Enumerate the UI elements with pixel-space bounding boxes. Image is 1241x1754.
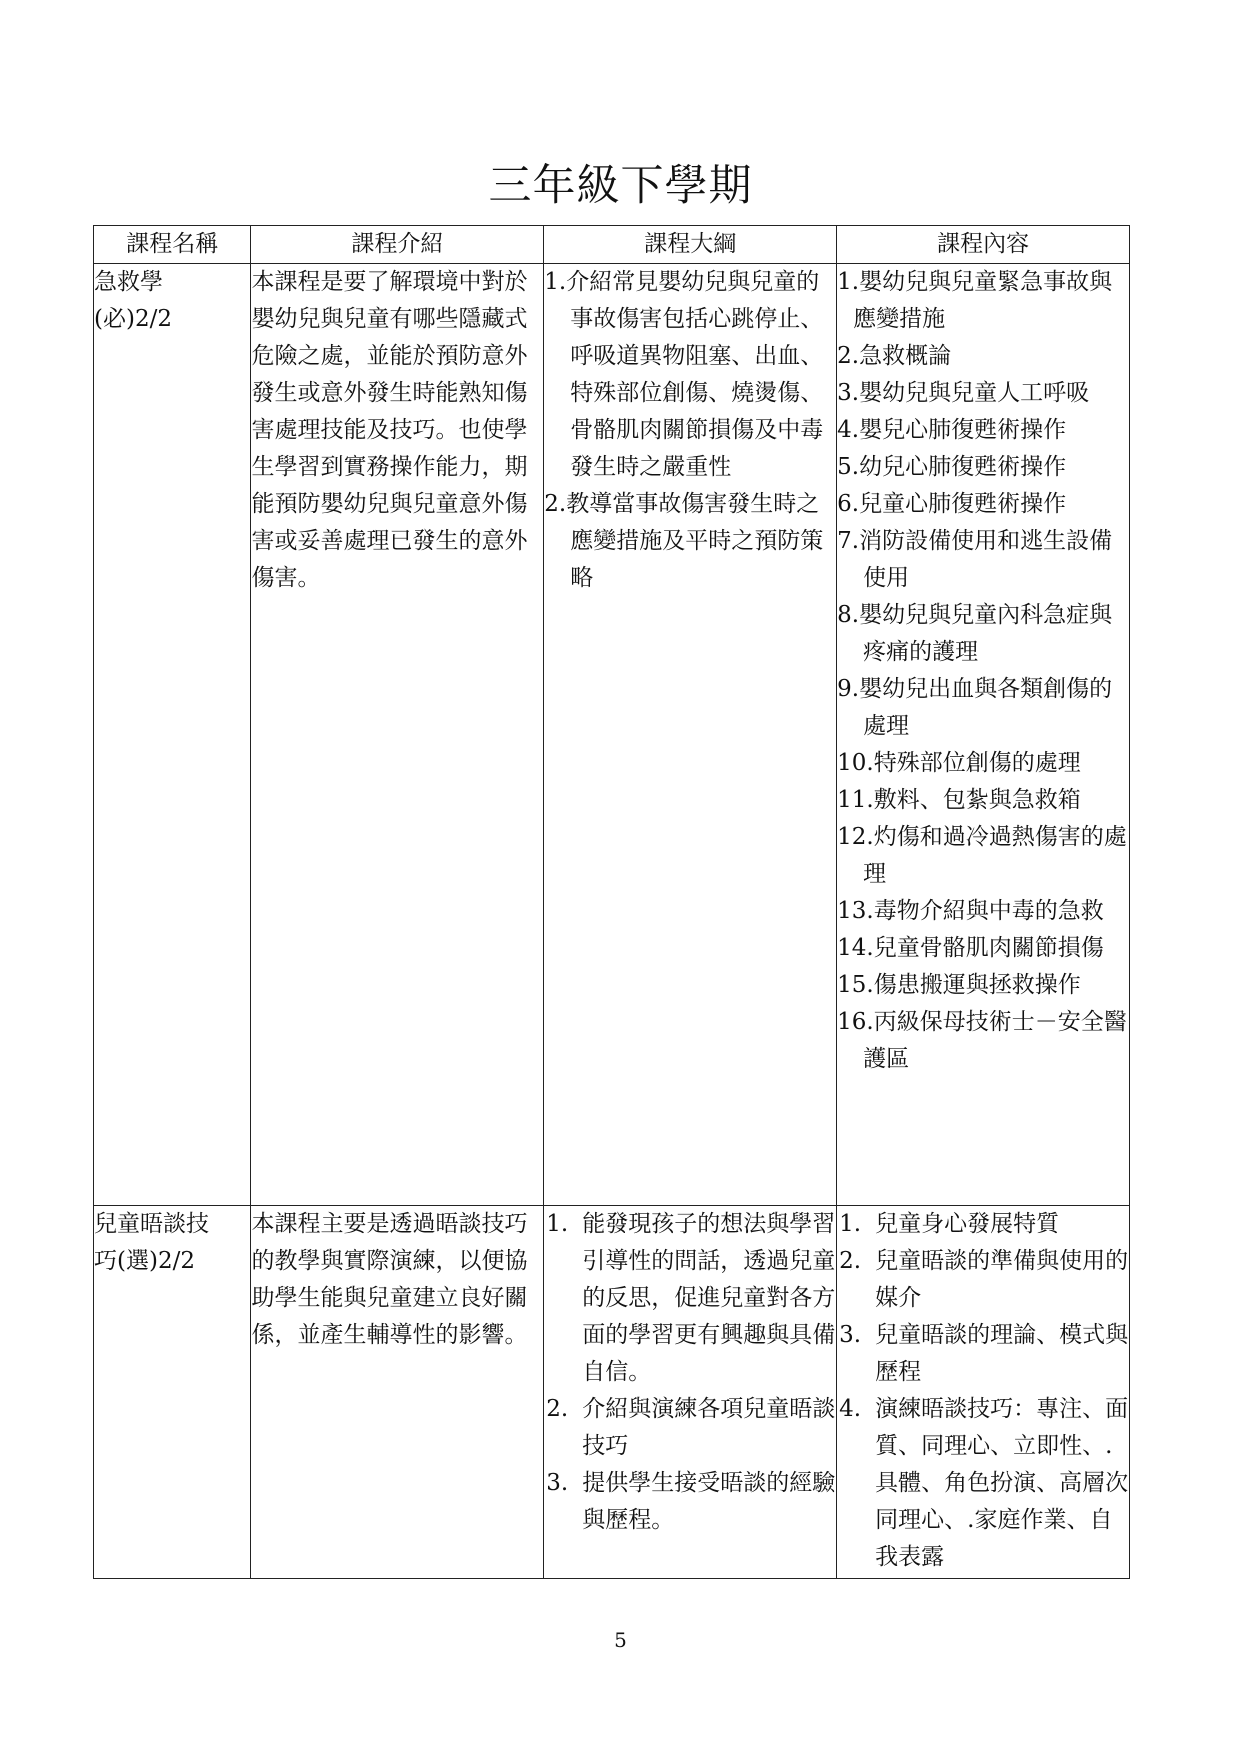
content-item: 2.急救概論: [837, 343, 952, 369]
content-item: 7.消防設備使用和逃生設備使用: [837, 528, 1113, 591]
content-item: [837, 1317, 1129, 1391]
course-name-line: 巧(選)2/2: [94, 1248, 195, 1274]
item-number: 1.: [546, 1211, 569, 1237]
item-text: 兒童晤談的理論、模式與歷程: [875, 1322, 1129, 1385]
table-row: [94, 1206, 1130, 1579]
course-content-cell: [837, 1206, 1130, 1579]
content-item: 11.敷料、包紮與急救箱: [837, 787, 1081, 813]
content-item: [837, 1391, 1129, 1576]
content-item: 9.嬰幼兒出血與各類創傷的處理: [837, 676, 1113, 739]
content-item: 8.嬰幼兒與兒童內科急症與疼痛的護理: [837, 602, 1113, 665]
item-text: 演練晤談技巧：專注、面質、同理心、立即性、.具體、角色扮演、高層次同理心、.家庭作業、自我表露: [875, 1396, 1129, 1570]
table-header-row: [94, 226, 1130, 264]
course-name-line: (必)2/2: [94, 306, 172, 332]
content-item: [837, 1243, 1129, 1317]
page-number: 5: [614, 1628, 627, 1652]
item-number: 2.: [546, 1396, 569, 1422]
content-item: 13.毒物介紹與中毒的急救: [837, 898, 1104, 924]
item-number: 2.: [839, 1248, 862, 1274]
course-intro-cell: 本課程是要了解環境中對於嬰幼兒與兒童有哪些隱藏式危險之處，並能於預防意外發生或意外發生時能熟知傷害處理技能及技巧。也使學生學習到實務操作能力，期能預防嬰幼兒與兒童意外傷害或妥善處理已發生的意外傷害。: [251, 264, 544, 1206]
course-content-cell: [837, 264, 1130, 1206]
content-item: 3.嬰幼兒與兒童人工呼吸: [837, 380, 1090, 406]
item-number: 4.: [839, 1396, 862, 1422]
outline-item: 1.介紹常見嬰幼兒與兒童的事故傷害包括心跳停止、呼吸道異物阻塞、出血、特殊部位創傷、燒燙傷、骨骼肌肉關節損傷及中毒發生時之嚴重性: [544, 269, 824, 480]
course-name-cell: [94, 1206, 251, 1579]
course-outline-cell: [544, 264, 837, 1206]
table-row: [94, 264, 1130, 1206]
outline-item: [544, 1206, 836, 1391]
content-item: [837, 1206, 1129, 1243]
header-course-outline: 課程大綱: [544, 226, 837, 264]
item-text: 能發現孩子的想法與學習引導性的問話，透過兒童的反思，促進兒童對各方面的學習更有興趣與具備自信。: [582, 1211, 836, 1385]
course-outline-cell: [544, 1206, 837, 1579]
content-item: 4.嬰兒心肺復甦術操作: [837, 417, 1067, 443]
content-item: 10.特殊部位創傷的處理: [837, 750, 1081, 776]
item-text: 兒童身心發展特質: [875, 1211, 1060, 1237]
content-item: 16.丙級保母技術士－安全醫護區: [837, 1009, 1127, 1072]
item-number: 3.: [546, 1470, 569, 1496]
item-text: 提供學生接受晤談的經驗與歷程。: [582, 1470, 836, 1533]
header-course-name: 課程名稱: [94, 226, 251, 264]
content-item: 14.兒童骨骼肌肉關節損傷: [837, 935, 1104, 961]
header-course-content: 課程內容: [837, 226, 1130, 264]
outline-item: [544, 1391, 836, 1465]
content-item: 1.嬰幼兒與兒童緊急事故與應變措施: [837, 269, 1113, 332]
outline-item: 2.教導當事故傷害發生時之應變措施及平時之預防策略: [544, 491, 824, 591]
course-name-line: 急救學: [94, 269, 163, 295]
item-number: 1.: [839, 1211, 862, 1237]
content-item: 12.灼傷和過冷過熱傷害的處理: [837, 824, 1127, 887]
course-intro-cell: 本課程主要是透過晤談技巧的教學與實際演練，以便協助學生能與兒童建立良好關係，並產生輔導性的影響。: [251, 1206, 544, 1579]
course-name-line: 兒童晤談技: [94, 1211, 209, 1237]
outline-item: [544, 1465, 836, 1539]
course-table: [93, 225, 1130, 1579]
item-text: 介紹與演練各項兒童晤談技巧: [582, 1396, 836, 1459]
header-course-intro: 課程介紹: [251, 226, 544, 264]
item-number: 3.: [839, 1322, 862, 1348]
content-item: 6.兒童心肺復甦術操作: [837, 491, 1067, 517]
course-name-cell: [94, 264, 251, 1206]
content-item: 5.幼兒心肺復甦術操作: [837, 454, 1067, 480]
item-text: 兒童晤談的準備與使用的媒介: [875, 1248, 1129, 1311]
content-item: 15.傷患搬運與拯救操作: [837, 972, 1081, 998]
page-title: 三年級下學期: [488, 161, 753, 211]
